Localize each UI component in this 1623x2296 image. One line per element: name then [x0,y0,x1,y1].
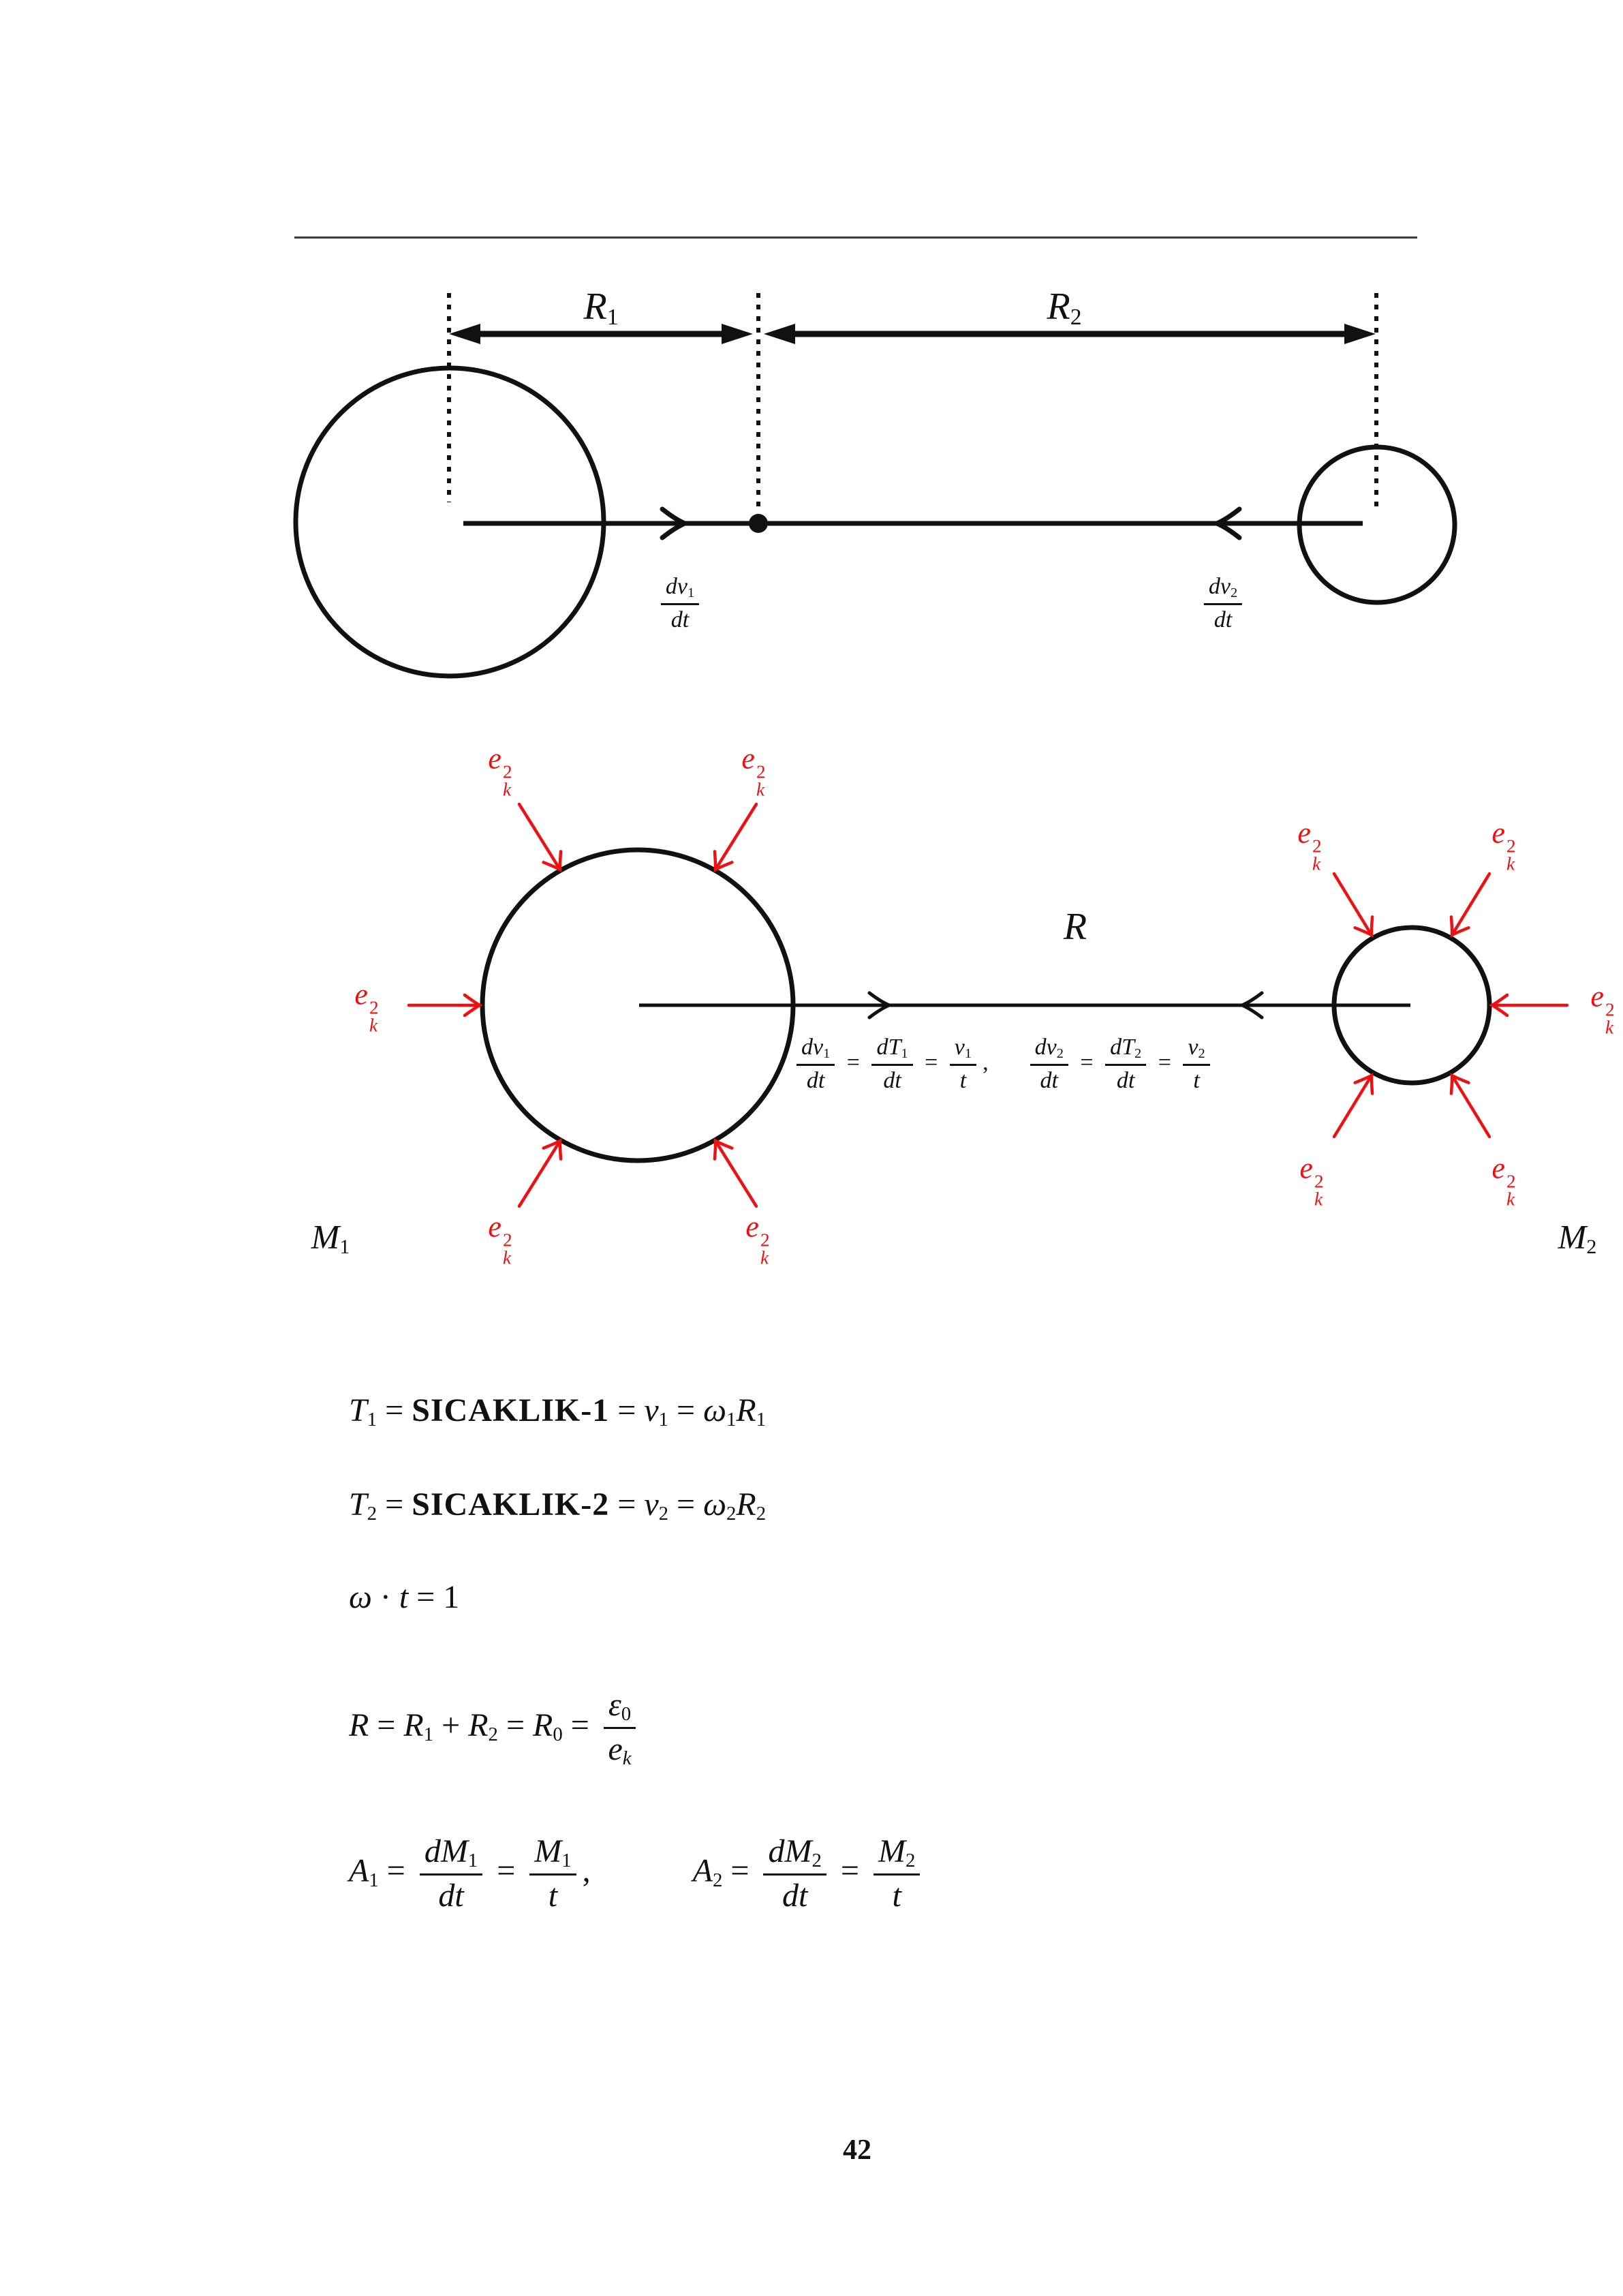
equation-omega-t: ω · t = 1 [349,1579,460,1615]
flux-arrow-m1-left [409,995,480,1015]
equation-t1: T1 = SICAKLIK-1 = v1 = ω1R1 [349,1392,767,1431]
equation-r-sum: R = R1 + R2 = R0 = $\frac{\varepsilon 0}{ek}$ [349,1687,642,1770]
flux-arrow-m2-bottomright [1443,1070,1489,1137]
flux-arrow-m1-topleft [519,804,569,875]
r1-dimension-label: R1 [583,285,619,331]
m2-label: M2 [1558,1217,1597,1258]
ek-label-m2-topright: e 2 k [1491,816,1516,874]
r-distance-label: R [1063,905,1087,948]
ek-label-m1-bottomleft: e 2 k [488,1210,512,1268]
midpoint-dot [749,514,768,533]
ek-label-m2-bottomright: e 2 k [1491,1151,1516,1209]
flux-arrow-m1-bottomleft [519,1135,569,1206]
dv2-dt-label: $\frac{dv2}{dt}$ [1198,574,1248,633]
ek-label-m1-topleft: e 2 k [488,741,512,799]
flux-arrow-m2-topright [1443,874,1489,940]
m1-label: M1 [311,1217,350,1258]
ek-label-m2-bottomleft: e 2 k [1299,1151,1324,1209]
dv1-dt-label: $\frac{dv1}{dt}$ [655,574,705,633]
equation-a1-a2: A1 = $\frac{dM1}{dt}$ = $\frac{M1}{t}$ , A2 = $\frac{dM2}{dt}$ = $\frac{M2}{t}$ [349,1833,926,1914]
flux-arrow-m2-bottomleft [1334,1070,1380,1137]
flux-arrow-m1-topright [707,804,756,875]
ek-label-m2-right: e 2 k [1590,979,1615,1037]
ek-label-m2-topleft: e 2 k [1297,816,1322,874]
flux-arrow-m2-topleft [1334,874,1380,940]
ek-label-m1-topright: e 2 k [741,741,766,799]
r2-dimension-label: R2 [1047,285,1082,331]
ek-label-m1-left: e 2 k [354,977,379,1035]
equation-t2: T2 = SICAKLIK-2 = v2 = ω2R2 [349,1486,767,1525]
flux-arrow-m1-bottomright [707,1135,756,1206]
ek-label-m1-bottomright: e 2 k [745,1210,770,1268]
flux-arrow-m2-right [1492,995,1567,1015]
rate-equation: $\frac{dv1}{dt}$ = $\frac{dT1}{dt}$ = $\frac{v1}{t}$ , $\frac{dv2}{dt}$ = $\frac{dT2}{dt}$ = $\frac{v2}{t}$ [790,1035,1216,1094]
page-number: 42 [843,2134,871,2166]
